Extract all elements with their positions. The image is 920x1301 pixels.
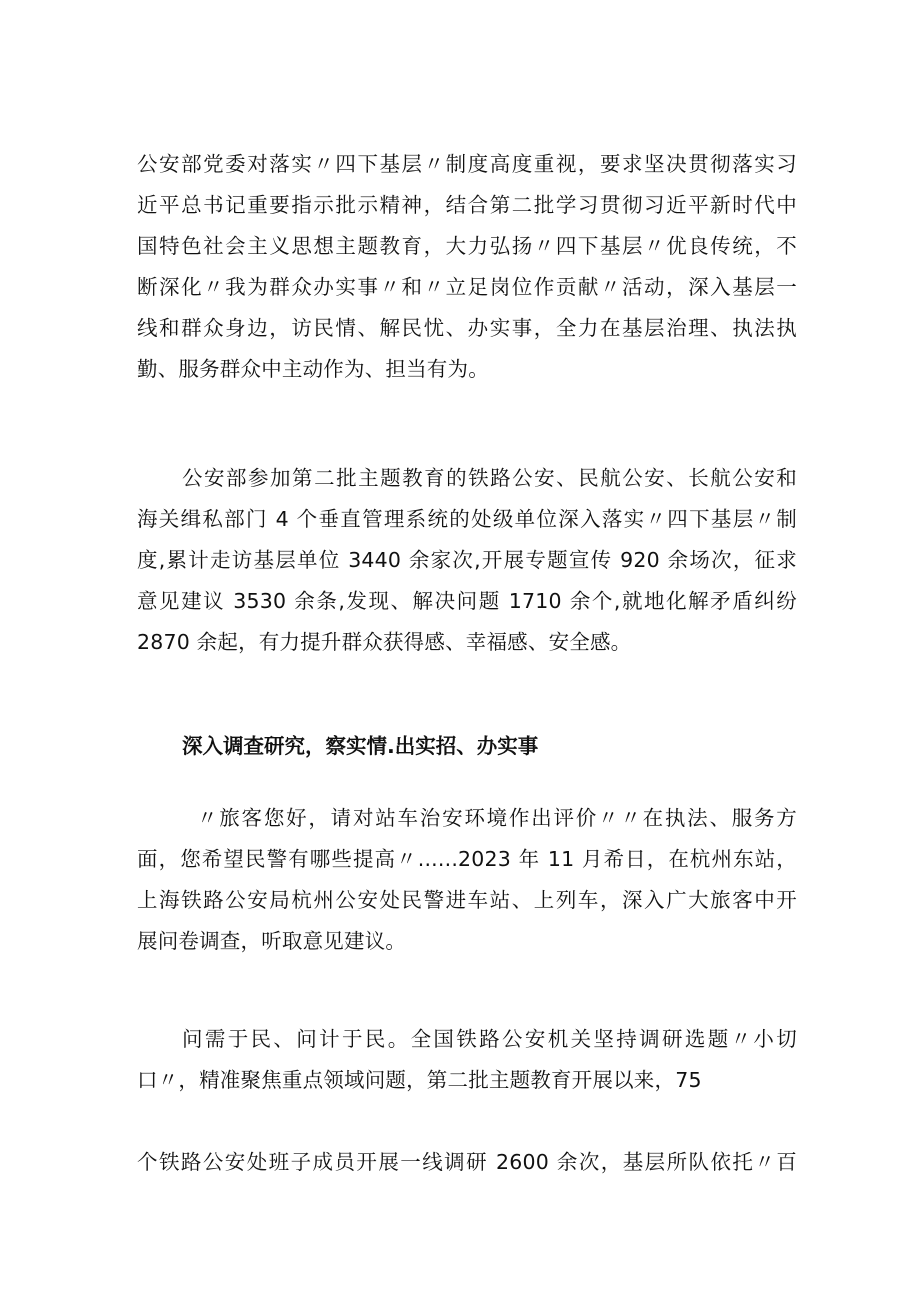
text-line: 勤、服务群众中主动作为、担当有为。: [137, 357, 489, 381]
text-line: 近平总书记重要指示批示精神，结合第二批学习贯彻习近平新时代中: [137, 193, 797, 217]
text-line: 2870 余起，有力提升群众获得感、幸福感、安全感。: [137, 630, 632, 654]
paragraph-4: [137, 1019, 797, 1101]
paragraph-3: [137, 798, 797, 962]
paragraph-2: [137, 458, 797, 663]
paragraph-5: [137, 1142, 797, 1183]
text-line: 上海铁路公安局杭州公安处民警进车站、上列车，深入广大旅客中开: [137, 888, 797, 912]
text-line: 意见建议 3530 余条,发现、解决问题 1710 余个,就地化解矛盾纠纷: [137, 589, 797, 613]
text-line: 个铁路公安处班子成员开展一线调研 2600 余次，基层所队依托〃百: [137, 1150, 797, 1174]
text-line: 公安部参加第二批主题教育的铁路公安、民航公安、长航公安和: [182, 466, 797, 490]
text-line: 公安部党委对落实〃四下基层〃制度高度重视，要求坚决贯彻落实习: [137, 152, 797, 176]
text-line: 国特色社会主义思想主题教育，大力弘扬〃四下基层〃优良传统，不: [137, 234, 797, 258]
text-line: 展问卷调查，听取意见建议。: [137, 929, 407, 953]
text-line: 面，您希望民警有哪些提高〃......2023 年 11 月希日，在杭州东站，: [137, 847, 797, 871]
text-line: 问需于民、问计于民。全国铁路公安机关坚持调研选题〃小切: [182, 1027, 797, 1051]
text-line: 口〃，精准聚焦重点领域问题，第二批主题教育开展以来，75: [137, 1068, 702, 1092]
text-line: 〃旅客您好，请对站车治安环境作出评价〃〃在执法、服务方: [197, 806, 797, 830]
text-line: 线和群众身边，访民情、解民忧、办实事，全力在基层治理、执法执: [137, 316, 797, 340]
text-line: 度,累计走访基层单位 3440 余家次,开展专题宣传 920 余场次，征求: [137, 548, 797, 572]
section-heading: 深入调查研究，察实情.出实招、办实事: [182, 734, 539, 758]
text-line: 海关缉私部门 4 个垂直管理系统的处级单位深入落实〃四下基层〃制: [137, 507, 797, 531]
paragraph-1: [137, 144, 797, 390]
text-line: 断深化〃我为群众办实事〃和〃立足岗位作贡献〃活动，深入基层一: [137, 275, 797, 299]
